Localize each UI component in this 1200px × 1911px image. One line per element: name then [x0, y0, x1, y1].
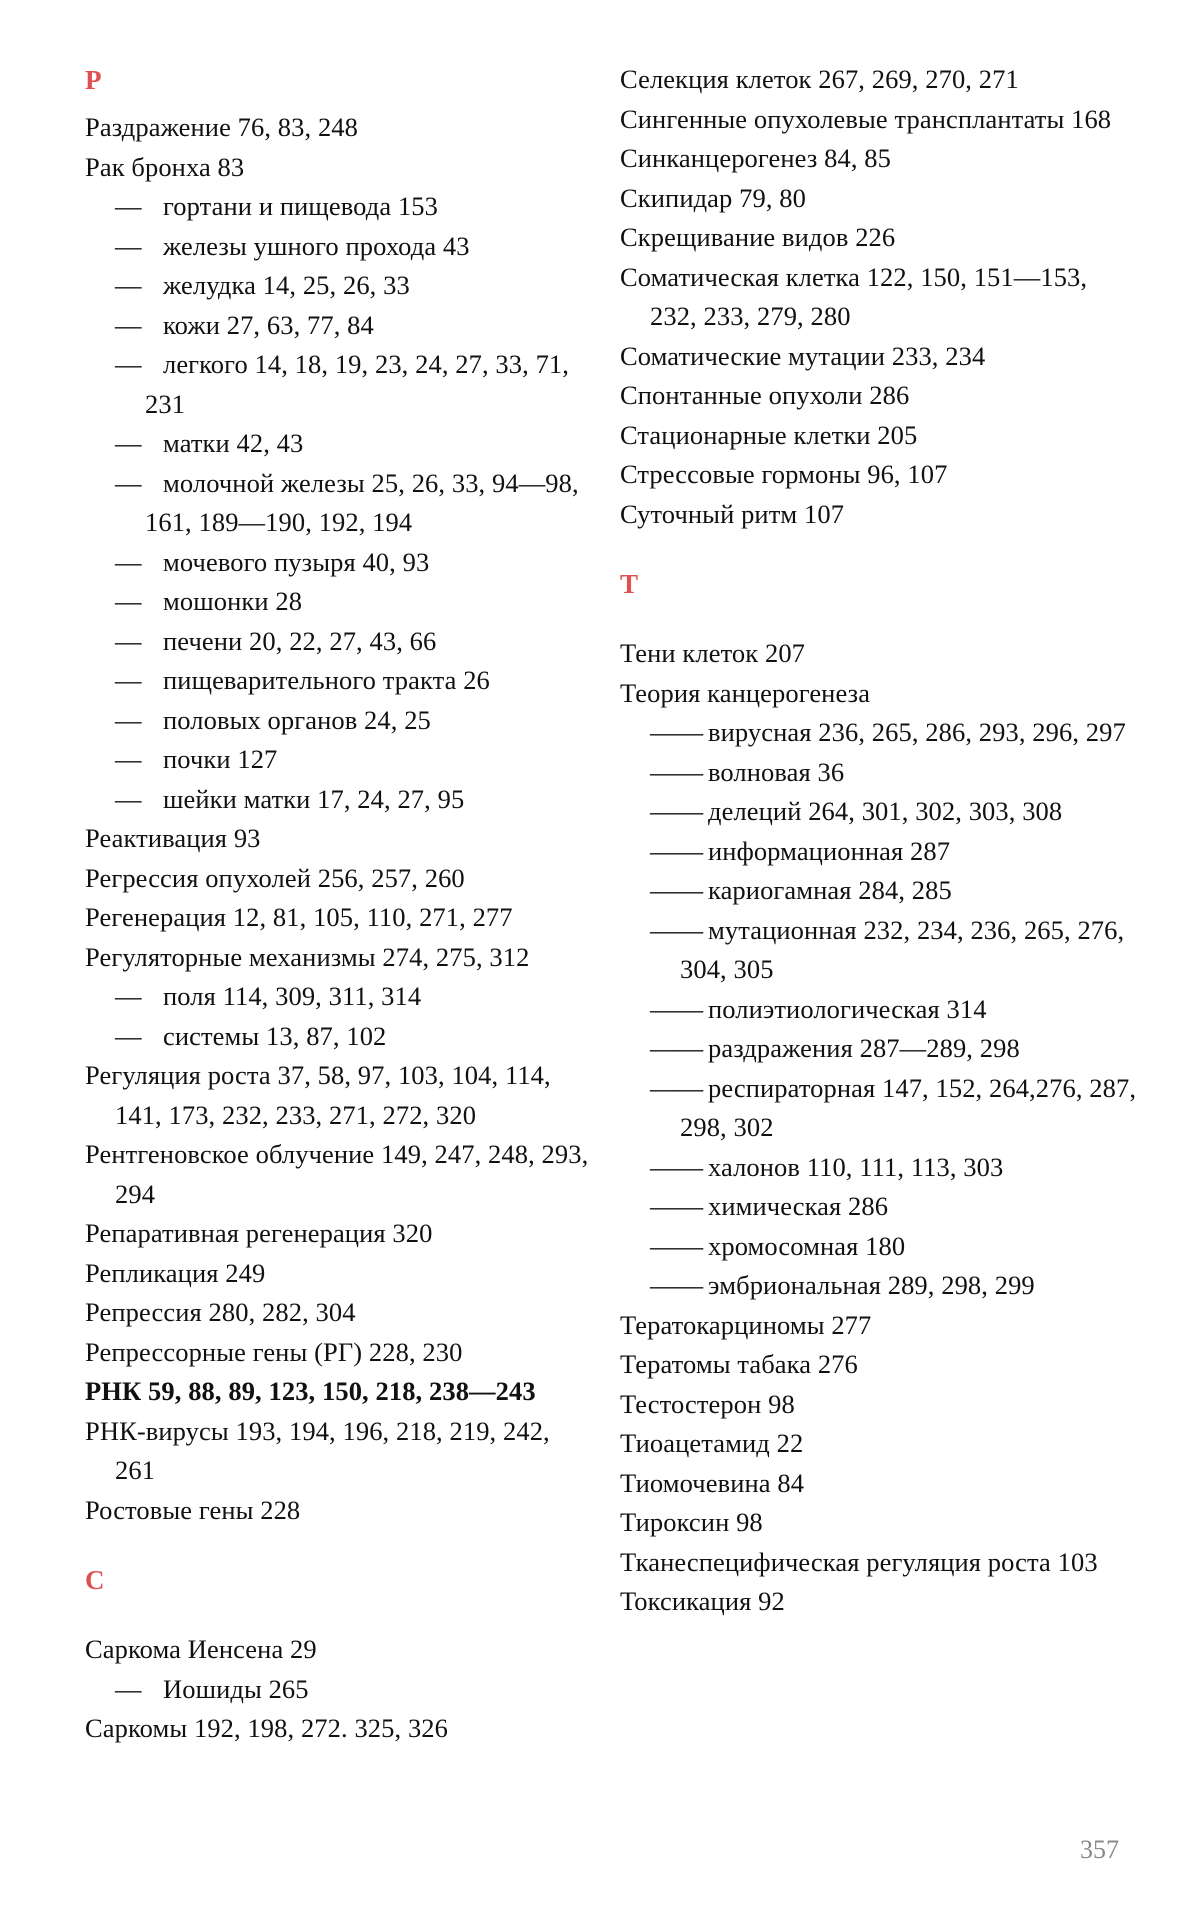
index-entry: Соматические мутации 233, 234	[620, 340, 986, 371]
subentry-dash: —	[115, 309, 142, 340]
subentry-text: химическая 286	[708, 1191, 889, 1221]
index-entry: Ростовые гены 228	[85, 1494, 301, 1525]
index-subentry	[620, 1029, 1140, 1069]
index-entry: Тканеспецифическая регуляция роста 103	[620, 1546, 1098, 1577]
subentry-text: пищеварительного тракта 26	[163, 665, 490, 695]
index-subentry	[85, 1017, 590, 1057]
index-entry: Саркома Иенсена 29	[85, 1634, 317, 1664]
index-subentry	[620, 911, 1140, 990]
subentry-text: поля 114, 309, 311, 314	[163, 981, 422, 1011]
subentry-text: раздражения 287—289, 298	[708, 1033, 1020, 1063]
index-column-right	[620, 60, 1140, 1622]
subentry-dash: —	[115, 467, 142, 498]
index-entry: Репрессия 280, 282, 304	[85, 1297, 356, 1327]
index-entry: Регуляторные механизмы 274, 275, 312	[85, 941, 530, 972]
subentry-text: мошонки 28	[163, 586, 303, 616]
subentry-text: вирусная 236, 265, 286, 293, 296, 297	[708, 717, 1126, 747]
index-subentry	[85, 1670, 590, 1710]
index-subentry	[620, 871, 1140, 911]
index-entry: Токсикация 92	[620, 1586, 785, 1616]
index-entry: Тироксин 98	[620, 1507, 763, 1537]
index-subentry	[620, 832, 1140, 872]
index-subentry	[620, 792, 1140, 832]
index-subentry	[85, 780, 590, 820]
index-entry: Регрессия опухолей 256, 257, 260	[85, 862, 465, 893]
index-entry: Стационарные клетки 205	[620, 419, 918, 450]
subentry-dash: —	[115, 586, 142, 616]
subentry-text: гортани и пищевода 153	[163, 191, 438, 221]
index-section-letter: Р	[85, 65, 102, 95]
subentry-dash: ——	[650, 1230, 704, 1261]
subentry-text: халонов 110, 111, 113, 303	[708, 1151, 1004, 1182]
index-entry: Репликация 249	[85, 1257, 266, 1288]
subentry-dash: —	[115, 1673, 142, 1704]
index-subentry	[85, 266, 590, 306]
index-subentry	[85, 306, 590, 346]
index-subentry	[620, 990, 1140, 1030]
index-subentry	[85, 582, 590, 622]
index-entry: Теория канцерогенеза	[620, 677, 871, 708]
index-entry: Репаративная регенерация 320	[85, 1218, 433, 1248]
subentry-dash: —	[115, 625, 142, 656]
subentry-text: хромосомная 180	[708, 1230, 906, 1261]
index-entry: Тени клеток 207	[620, 638, 806, 668]
subentry-dash: —	[115, 744, 142, 774]
subentry-dash: ——	[650, 875, 704, 905]
index-entry: Репрессорные гены (РГ) 228, 230	[85, 1336, 463, 1367]
index-entry: Регуляция роста 37, 58, 97, 103, 104, 114, 141, 173, 232, 233, 271, 272, 320	[85, 1060, 551, 1130]
subentry-dash: —	[115, 270, 142, 300]
subentry-text: печени 20, 22, 27, 43, 66	[163, 625, 437, 656]
subentry-dash: ——	[650, 717, 704, 747]
index-entry: РНК-вирусы 193, 194, 196, 218, 219, 242, 261	[85, 1415, 550, 1485]
index-subentry	[85, 345, 590, 424]
index-entry: Стрессовые гормоны 96, 107	[620, 459, 948, 489]
subentry-text: информационная 287	[708, 835, 951, 866]
subentry-dash: —	[115, 428, 142, 458]
subentry-text: полиэтиологическая 314	[708, 993, 987, 1024]
subentry-text: легкого 14, 18, 19, 23, 24, 27, 33, 71, 231	[145, 349, 569, 419]
index-subentry	[620, 1227, 1140, 1267]
subentry-text: кариогамная 284, 285	[708, 875, 952, 905]
subentry-text: мутационная 232, 234, 236, 265, 276, 304, 305	[680, 914, 1125, 984]
index-entry: РНК 59, 88, 89, 123, 150, 218, 238—243	[85, 1376, 536, 1406]
subentry-dash: ——	[650, 1072, 704, 1103]
subentry-dash: —	[115, 1020, 142, 1051]
subentry-dash: —	[115, 230, 142, 261]
index-section-letter: С	[85, 1565, 105, 1595]
index-entry: Тератокарциномы 277	[620, 1309, 872, 1340]
index-entry: Скрещивание видов 226	[620, 222, 896, 252]
index-subentry	[85, 464, 590, 543]
index-entry: Тиомочевина 84	[620, 1467, 805, 1498]
subentry-text: Иошиды 265	[163, 1673, 309, 1704]
index-subentry	[620, 1069, 1140, 1148]
subentry-dash: —	[115, 546, 142, 577]
subentry-text: половых органов 24, 25	[163, 704, 431, 735]
subentry-text: мочевого пузыря 40, 93	[163, 546, 430, 577]
index-subentry	[85, 977, 590, 1017]
subentry-dash: ——	[650, 796, 704, 826]
index-subentry	[85, 424, 590, 464]
index-entry: Регенерация 12, 81, 105, 110, 271, 277	[85, 902, 513, 932]
index-subentry	[85, 701, 590, 741]
subentry-dash: —	[115, 191, 142, 221]
subentry-text: шейки матки 17, 24, 27, 95	[163, 783, 465, 814]
subentry-text: делеций 264, 301, 302, 303, 308	[708, 796, 1063, 826]
subentry-dash: ——	[650, 1270, 704, 1300]
subentry-text: респираторная 147, 152, 264,276, 287, 298, 302	[680, 1072, 1137, 1142]
index-subentry	[85, 543, 590, 583]
index-subentry	[85, 622, 590, 662]
subentry-dash: ——	[650, 1151, 704, 1182]
index-subentry	[620, 1148, 1140, 1188]
index-entry: Тератомы табака 276	[620, 1349, 858, 1379]
index-subentry	[620, 1266, 1140, 1306]
subentry-text: матки 42, 43	[163, 428, 304, 458]
subentry-dash: —	[115, 783, 142, 814]
subentry-dash: ——	[650, 756, 704, 787]
index-entry: Тиоацетамид 22	[620, 1428, 804, 1458]
index-subentry	[620, 713, 1140, 753]
index-subentry	[620, 1187, 1140, 1227]
subentry-dash: —	[115, 665, 142, 695]
subentry-text: почки 127	[163, 744, 278, 774]
index-entry: Раздражение 76, 83, 248	[85, 112, 359, 142]
subentry-dash: —	[115, 349, 142, 379]
index-entry: Соматическая клетка 122, 150, 151—153, 232, 233, 279, 280	[620, 261, 1088, 331]
index-entry: Саркомы 192, 198, 272. 325, 326	[85, 1713, 449, 1743]
index-subentry	[85, 227, 590, 267]
index-entry: Суточный ритм 107	[620, 498, 845, 529]
index-entry: Реактивация 93	[85, 823, 261, 853]
subentry-text: желудка 14, 25, 26, 33	[163, 270, 410, 300]
index-entry: Спонтанные опухоли 286	[620, 380, 910, 410]
index-entry: Селекция клеток 267, 269, 270, 271	[620, 64, 1019, 94]
subentry-text: молочной железы 25, 26, 33, 94—98, 161, 189—190, 192, 194	[145, 467, 579, 537]
subentry-text: эмбриональная 289, 298, 299	[708, 1270, 1035, 1300]
index-entry: Скипидар 79, 80	[620, 182, 806, 213]
subentry-dash: —	[115, 981, 142, 1011]
subentry-dash: ——	[650, 914, 704, 945]
index-section-letter: Т	[620, 569, 639, 599]
subentry-dash: ——	[650, 1191, 704, 1221]
subentry-text: системы 13, 87, 102	[163, 1020, 387, 1051]
subentry-dash: —	[115, 704, 142, 735]
page-number: 357	[1080, 1835, 1119, 1864]
index-entry: Синканцерогенез 84, 85	[620, 143, 891, 173]
index-subentry	[85, 740, 590, 780]
index-entry: Тестостерон 98	[620, 1388, 795, 1419]
index-subentry	[85, 187, 590, 227]
index-entry: Рак бронха 83	[85, 151, 245, 182]
subentry-text: волновая 36	[708, 756, 845, 787]
index-column-left	[85, 60, 590, 1749]
subentry-dash: ——	[650, 835, 704, 866]
index-subentry	[620, 753, 1140, 793]
index-entry: Рентгеновское облучение 149, 247, 248, 293, 294	[85, 1139, 589, 1209]
subentry-dash: ——	[650, 993, 704, 1024]
subentry-text: кожи 27, 63, 77, 84	[163, 309, 374, 340]
subentry-dash: ——	[650, 1033, 704, 1063]
subentry-text: железы ушного прохода 43	[163, 230, 470, 261]
index-subentry	[85, 661, 590, 701]
index-entry: Сингенные опухолевые трансплантаты 168	[620, 103, 1112, 134]
